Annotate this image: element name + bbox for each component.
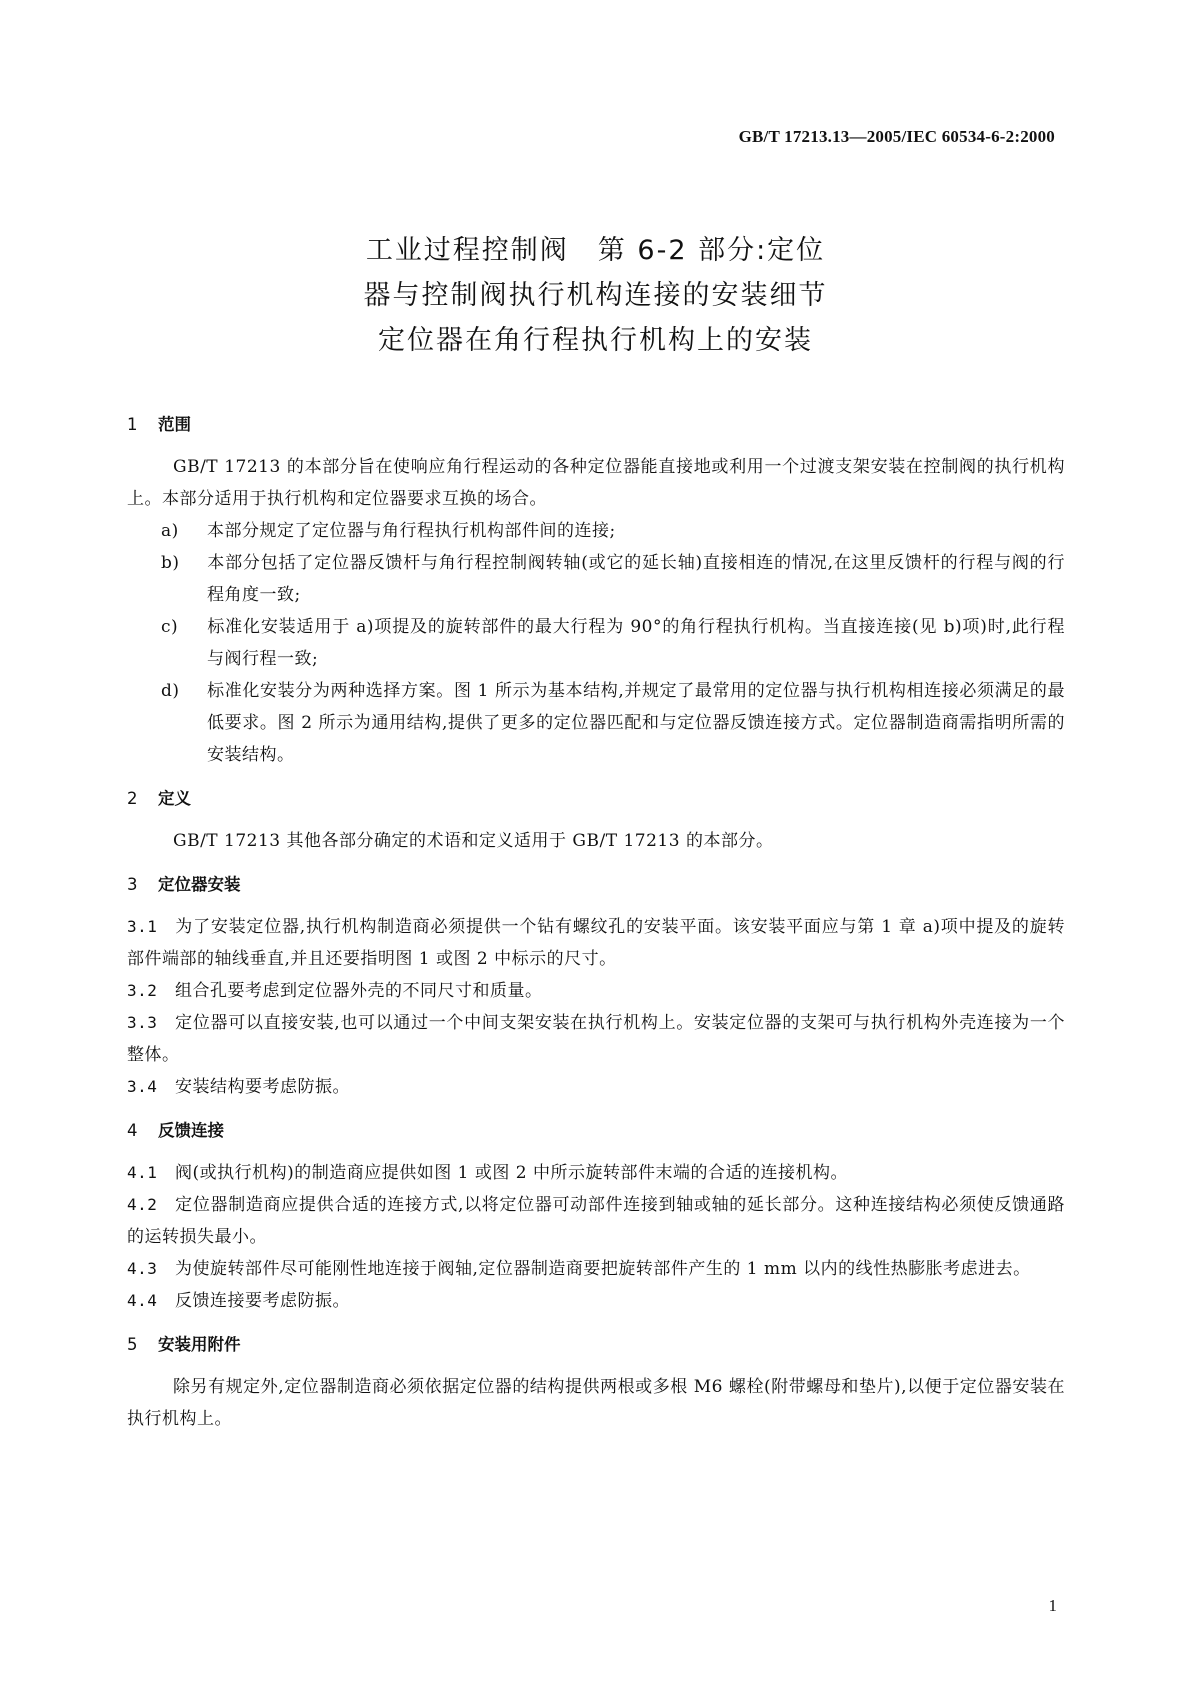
clause-text: 安装结构要考虑防振。 — [175, 1077, 350, 1097]
title-line-1: 工业过程控制阀 第 6-2 部分:定位 — [365, 235, 826, 266]
clause-paragraph — [127, 1285, 1065, 1317]
list-item-text: 本部分规定了定位器与角行程执行机构部件间的连接; — [207, 521, 616, 541]
accessories-paragraph: 除另有规定外,定位器制造商必须依据定位器的结构提供两根或多根 M6 螺栓(附带螺母和垫片),以便于定位器安装在执行机构上。 — [127, 1377, 1065, 1429]
section-number: 3 — [127, 875, 138, 894]
section-heading-definitions — [127, 783, 1065, 815]
clause-text: 阀(或执行机构)的制造商应提供如图 1 或图 2 中所示旋转部件末端的合适的连接机构。 — [175, 1163, 849, 1183]
clause-number: 3.4 — [127, 1077, 158, 1096]
clause-number: 4.4 — [127, 1291, 158, 1310]
section-heading-scope — [127, 409, 1065, 441]
document-body — [127, 409, 1065, 1435]
clause-text: 为了安装定位器,执行机构制造商必须提供一个钻有螺纹孔的安装平面。该安装平面应与第 1 章 a)项中提及的旋转部件端部的轴线垂直,并且还要指明图 1 或图 2 中标示的尺寸。 — [127, 917, 1065, 969]
clause-paragraph — [127, 975, 1065, 1007]
clause-text: 组合孔要考虑到定位器外壳的不同尺寸和质量。 — [175, 981, 543, 1001]
section-number: 4 — [127, 1121, 138, 1140]
clause-text: 为使旋转部件尽可能刚性地连接于阀轴,定位器制造商要把旋转部件产生的 1 mm 以内的线性热膨胀考虑进去。 — [175, 1259, 1031, 1279]
clause-text: 定位器可以直接安装,也可以通过一个中间支架安装在执行机构上。安装定位器的支架可与执行机构外壳连接为一个整体。 — [127, 1013, 1065, 1065]
list-item — [127, 515, 1065, 547]
list-item-label: c) — [161, 617, 179, 637]
clause-paragraph — [127, 911, 1065, 975]
document-title — [0, 228, 1191, 363]
standard-code: GB/T 17213.13—2005/IEC 60534-6-2:2000 — [738, 127, 1055, 146]
list-item-text: 本部分包括了定位器反馈杆与角行程控制阀转轴(或它的延长轴)直接相连的情况,在这里反馈杆的行程与阀的行程角度一致; — [207, 553, 1065, 605]
section-number: 2 — [127, 789, 138, 808]
clause-paragraph — [127, 1189, 1065, 1253]
clause-number: 3.1 — [127, 917, 158, 936]
title-line-2: 器与控制阀执行机构连接的安装细节 — [363, 280, 828, 311]
section-title: 反馈连接 — [158, 1121, 224, 1140]
title-line-3: 定位器在角行程执行机构上的安装 — [378, 325, 813, 356]
list-item — [127, 547, 1065, 611]
section-heading-feedback-connection — [127, 1115, 1065, 1147]
clause-paragraph — [127, 1071, 1065, 1103]
clause-text: 反馈连接要考虑防振。 — [175, 1291, 350, 1311]
list-item-label: a) — [161, 521, 179, 541]
section-heading-mounting-accessories — [127, 1329, 1065, 1361]
list-item-label: b) — [161, 553, 180, 573]
list-item — [127, 675, 1065, 771]
clause-number: 4.2 — [127, 1195, 158, 1214]
clause-paragraph — [127, 1253, 1065, 1285]
section-title: 定位器安装 — [158, 875, 241, 894]
clause-text: 定位器制造商应提供合适的连接方式,以将定位器可动部件连接到轴或轴的延长部分。这种连接结构必须使反馈通路的运转损失最小。 — [127, 1195, 1065, 1247]
section-heading-positioner-mounting — [127, 869, 1065, 901]
clause-number: 4.3 — [127, 1259, 158, 1278]
definitions-paragraph: GB/T 17213 其他各部分确定的术语和定义适用于 GB/T 17213 的本部分。 — [173, 831, 774, 851]
section-number: 1 — [127, 415, 138, 434]
list-item-text: 标准化安装适用于 a)项提及的旋转部件的最大行程为 90°的角行程执行机构。当直接连接(见 b)项)时,此行程与阀行程一致; — [207, 617, 1065, 669]
scope-intro-paragraph: GB/T 17213 的本部分旨在使响应角行程运动的各种定位器能直接地或利用一个过渡支架安装在控制阀的执行机构上。本部分适用于执行机构和定位器要求互换的场合。 — [127, 457, 1065, 509]
list-item-label: d) — [161, 681, 180, 701]
clause-number: 3.3 — [127, 1013, 158, 1032]
clause-paragraph — [127, 1157, 1065, 1189]
section-title: 定义 — [158, 789, 191, 808]
list-item-text: 标准化安装分为两种选择方案。图 1 所示为基本结构,并规定了最常用的定位器与执行机构相连接必须满足的最低要求。图 2 所示为通用结构,提供了更多的定位器匹配和与定位器反馈连接方式。定位器制造商需指明所需的安装结构。 — [207, 681, 1065, 765]
page-number: 1 — [1048, 1596, 1057, 1615]
clause-paragraph — [127, 1007, 1065, 1071]
list-item — [127, 611, 1065, 675]
clause-number: 3.2 — [127, 981, 158, 1000]
clause-number: 4.1 — [127, 1163, 158, 1182]
section-number: 5 — [127, 1335, 138, 1354]
section-title: 安装用附件 — [158, 1335, 241, 1354]
section-title: 范围 — [158, 415, 191, 434]
